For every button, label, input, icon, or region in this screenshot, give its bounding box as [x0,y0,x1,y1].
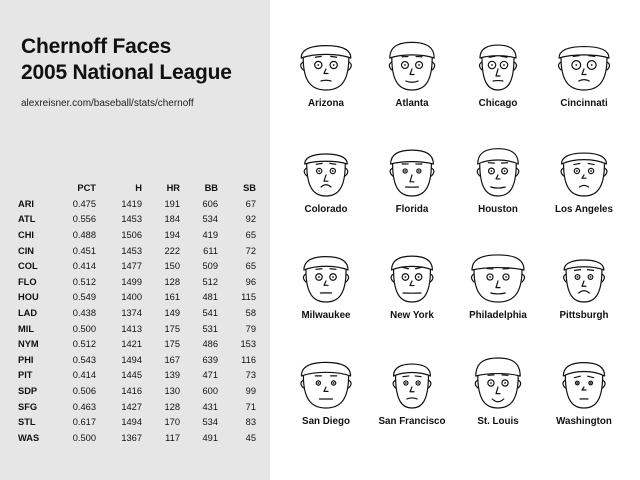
pupil-shape [503,64,505,66]
mouth-shape [321,80,331,81]
cap-shape [304,257,348,270]
cell-pct: 0.512 [72,276,96,287]
cell-pct: 0.512 [72,339,96,350]
nose-shape [324,281,328,285]
pupil-shape [491,170,493,172]
face-label: St. Louis [477,416,519,427]
cell-team: PIT [18,370,33,381]
pupil-shape [332,276,334,278]
pupil-shape [317,382,319,384]
face-cell [455,138,541,242]
eyebrow-shape [315,56,321,57]
cap-shape [472,255,524,270]
mouth-shape [491,293,506,294]
chernoff-face [283,32,369,98]
nose-shape [410,69,414,74]
header-pct: PCT [77,183,96,193]
cell-team: HOU [18,292,39,303]
eyebrow-shape [403,376,409,377]
cell-pct: 0.463 [72,401,96,412]
table-row [18,305,256,321]
stats-table [18,180,256,446]
chernoff-face [455,350,541,416]
face-outline [307,164,346,196]
face-cell [541,350,627,454]
chernoff-face [455,32,541,98]
cell-team: NYM [18,339,39,350]
table-row [18,290,256,306]
table-header-row [18,180,256,196]
cell-sb: 153 [240,339,256,350]
header-sb: SB [243,183,256,193]
pupil-shape [575,64,577,66]
cell-sb: 99 [245,385,256,396]
table-row [18,414,256,430]
cell-team: COL [18,261,38,272]
nose-shape [324,387,328,391]
cell-pct: 0.414 [72,261,96,272]
chernoff-face [369,138,455,204]
cell-bb: 481 [202,292,218,303]
cap-shape [476,358,520,376]
pupil-shape [405,382,407,384]
cap-shape [394,364,431,376]
face-label: Chicago [478,98,518,109]
cell-bb: 471 [202,370,218,381]
cell-bb: 611 [203,245,218,256]
header-hr: HR [166,183,180,193]
cell-bb: 491 [202,432,218,443]
cell-h: 1445 [121,370,142,381]
pupil-shape [576,170,578,172]
eyebrow-shape [575,270,581,271]
cell-pct: 0.438 [72,307,96,318]
cell-team: ARI [18,198,35,209]
face-outline [482,58,514,90]
cell-bb: 600 [202,385,218,396]
cell-hr: 175 [164,339,180,350]
title-line-2: 2005 National League [21,61,232,84]
face-cell [369,244,455,348]
face-label: Arizona [308,98,344,109]
eyebrow-shape [587,270,593,271]
cap-shape [478,149,519,164]
cell-h: 1419 [121,198,142,209]
nose-shape [410,175,414,182]
page-title [21,34,266,86]
cell-team: WAS [18,432,40,443]
face-label: Colorado [304,204,348,215]
pupil-shape [418,170,420,172]
cell-pct: 0.506 [72,385,96,396]
table-row [18,336,256,352]
pupil-shape [418,64,420,66]
cell-hr: 117 [165,432,180,443]
pupil-shape [404,170,406,172]
nose-shape [582,387,586,390]
chernoff-face [369,244,455,310]
table-row [18,212,256,228]
cell-sb: 96 [245,276,256,287]
table-row [18,321,256,337]
face-cell [283,350,369,454]
pupil-shape [591,64,593,66]
face-label: Cincinnati [560,98,608,109]
face-cell [369,350,455,454]
nose-shape [410,387,414,392]
cap-shape [564,260,604,270]
cell-pct: 0.549 [72,292,96,303]
cell-h: 1421 [121,339,142,350]
eyebrow-shape [589,56,595,57]
cell-bb: 639 [202,354,218,365]
face-outline [480,164,517,196]
cap-shape [305,154,348,164]
face-label: Los Angeles [555,204,613,215]
pupil-shape [333,64,335,66]
cell-sb: 65 [245,229,256,240]
cell-h: 1413 [121,323,142,334]
face-cell [455,244,541,348]
cell-team: LAD [18,307,38,318]
cell-sb: 45 [245,432,256,443]
table-row [18,368,256,384]
nose-shape [324,69,328,73]
cell-sb: 73 [245,370,256,381]
face-outline [478,376,518,408]
cell-team: STL [18,417,36,428]
cap-shape [301,362,350,376]
cell-sb: 79 [245,323,256,334]
cell-hr: 222 [164,245,180,256]
cell-team: FLO [18,276,37,287]
pupil-shape [504,382,506,384]
header-team [18,180,60,196]
cell-bb: 534 [202,417,218,428]
cell-hr: 128 [164,401,180,412]
cell-sb: 92 [245,214,256,225]
eyebrow-shape [316,163,322,164]
face-cell [283,244,369,348]
nose-shape [496,69,500,76]
cell-sb: 65 [245,261,256,272]
chernoff-face [541,350,627,416]
stats-body [18,196,256,446]
face-cell [541,244,627,348]
table-row [18,399,256,415]
chernoff-face [541,138,627,204]
cell-h: 1400 [121,292,142,303]
chernoff-face [541,32,627,98]
cap-shape [563,363,604,376]
pupil-shape [505,276,507,278]
chernoff-face [369,32,455,98]
cell-bb: 541 [202,307,218,318]
face-outline [393,164,432,196]
face-cell [369,138,455,242]
eyebrow-shape [330,269,336,270]
chernoff-face [455,244,541,310]
cell-h: 1416 [121,385,142,396]
cap-shape [562,153,607,164]
face-outline [306,270,346,302]
eyebrow-shape [316,269,322,270]
table-row [18,196,256,212]
cell-hr: 191 [164,198,180,209]
mouth-shape [579,185,588,187]
cell-h: 1494 [121,354,142,365]
pupil-shape [590,276,592,278]
pupil-shape [504,170,506,172]
pupil-shape [333,382,335,384]
face-outline [565,376,602,408]
eyebrow-shape [331,56,337,57]
face-outline [564,164,605,196]
pupil-shape [490,382,492,384]
cell-team: MIL [18,323,35,334]
cell-sb: 116 [241,354,256,365]
table-row [18,227,256,243]
nose-shape [582,69,586,74]
mouth-shape [579,291,590,293]
chernoff-face [283,244,369,310]
pupil-shape [577,276,579,278]
cap-shape [559,47,609,58]
cell-sb: 71 [245,401,256,412]
cap-shape [480,45,516,58]
table-row [18,352,256,368]
cell-h: 1427 [121,401,142,412]
cell-bb: 431 [202,401,218,412]
cell-h: 1453 [121,245,142,256]
cap-shape [392,256,433,270]
cell-sb: 115 [241,292,256,303]
face-label: Houston [478,204,518,215]
cell-pct: 0.475 [72,198,96,209]
chernoff-face [283,138,369,204]
cell-team: ATL [18,214,36,225]
face-cell [283,32,369,136]
cell-team: SDP [18,385,38,396]
nose-shape [324,175,328,181]
title-line-1: Chernoff Faces [21,35,172,58]
face-outline [474,270,522,302]
cell-pct: 0.414 [72,370,96,381]
eyebrow-shape [574,376,580,378]
cell-h: 1374 [121,307,142,318]
table-row [18,383,256,399]
face-cell [369,32,455,136]
cell-h: 1477 [121,261,142,272]
cell-h: 1506 [121,229,142,240]
cell-team: SFG [18,401,38,412]
face-label: Washington [556,416,612,427]
chernoff-face [455,138,541,204]
face-cell [455,32,541,136]
face-cell [283,138,369,242]
mouth-shape [492,399,504,402]
cap-shape [391,150,434,164]
face-cell [455,350,541,454]
eyebrow-shape [330,163,336,164]
cell-hr: 139 [164,370,180,381]
cell-sb: 67 [245,198,256,209]
header-h: H [135,183,142,193]
chernoff-face [369,350,455,416]
cell-bb: 512 [202,276,218,287]
cell-bb: 419 [202,229,218,240]
cell-pct: 0.488 [72,229,96,240]
pupil-shape [404,276,406,278]
cap-shape [301,46,351,58]
table-row [18,274,256,290]
nose-shape [496,387,500,394]
cell-pct: 0.451 [72,245,96,256]
cell-hr: 184 [164,214,180,225]
cell-team: CIN [18,245,35,256]
cell-bb: 606 [202,198,218,209]
cell-pct: 0.500 [72,323,96,334]
cell-hr: 175 [164,323,180,334]
table-row [18,243,256,259]
cell-bb: 534 [202,214,218,225]
face-label: San Diego [302,416,350,427]
header-bb: BB [204,183,218,193]
cell-bb: 509 [202,261,218,272]
nose-shape [582,281,586,286]
eyebrow-shape [402,267,408,269]
cell-h: 1499 [121,276,142,287]
cell-h: 1494 [121,417,142,428]
cap-shape [390,42,434,58]
chernoff-face [283,350,369,416]
table-row [18,258,256,274]
cell-h: 1367 [121,432,142,443]
face-cell [541,32,627,136]
cell-pct: 0.556 [72,214,96,225]
pupil-shape [418,276,420,278]
mouth-shape [407,398,417,399]
cell-sb: 58 [245,307,256,318]
pupil-shape [590,382,592,384]
cell-hr: 149 [164,307,180,318]
cell-hr: 161 [164,292,180,303]
nose-shape [410,281,414,286]
mouth-shape [321,185,331,187]
table-row [18,430,256,446]
face-label: Florida [395,204,429,215]
cell-team: CHI [18,229,35,240]
cell-bb: 486 [202,339,218,350]
face-label: Pittsburgh [559,310,609,321]
face-label: Atlanta [395,98,429,109]
pupil-shape [404,64,406,66]
eyebrow-shape [415,376,421,377]
chernoff-face [541,244,627,310]
cell-sb: 72 [245,245,256,256]
pupil-shape [489,276,491,278]
cell-pct: 0.617 [72,417,96,428]
faces-grid [283,0,640,480]
eyebrow-shape [588,163,594,164]
pupil-shape [317,64,319,66]
pupil-shape [332,170,334,172]
cell-h: 1453 [121,214,142,225]
face-label: Milwaukee [301,310,351,321]
eyebrow-shape [573,56,579,57]
cell-hr: 167 [164,354,180,365]
nose-shape [496,281,500,288]
face-label: San Francisco [378,416,446,427]
pupil-shape [318,276,320,278]
eyebrow-shape [588,376,594,378]
nose-shape [582,175,586,178]
cell-hr: 194 [164,229,180,240]
face-label: Philadelphia [469,310,527,321]
mouth-shape [579,80,590,81]
eyebrow-shape [574,163,580,164]
pupil-shape [318,170,320,172]
cell-bb: 531 [202,323,218,334]
face-cell [541,138,627,242]
cell-sb: 83 [245,417,256,428]
stats-panel [0,0,270,480]
pupil-shape [491,64,493,66]
pupil-shape [576,382,578,384]
mouth-shape [406,81,418,82]
cell-pct: 0.500 [72,432,96,443]
source-url: alexreisner.com/baseball/stats/chernoff [21,98,194,109]
cell-hr: 170 [164,417,180,428]
eyebrow-shape [416,267,422,269]
mouth-shape [491,187,505,188]
cell-pct: 0.543 [72,354,96,365]
face-label: New York [390,310,434,321]
nose-shape [496,175,500,179]
cell-hr: 128 [164,276,180,287]
pupil-shape [590,170,592,172]
pupil-shape [417,382,419,384]
cell-hr: 130 [164,385,180,396]
cell-hr: 150 [164,261,180,272]
cell-team: PHI [18,354,34,365]
